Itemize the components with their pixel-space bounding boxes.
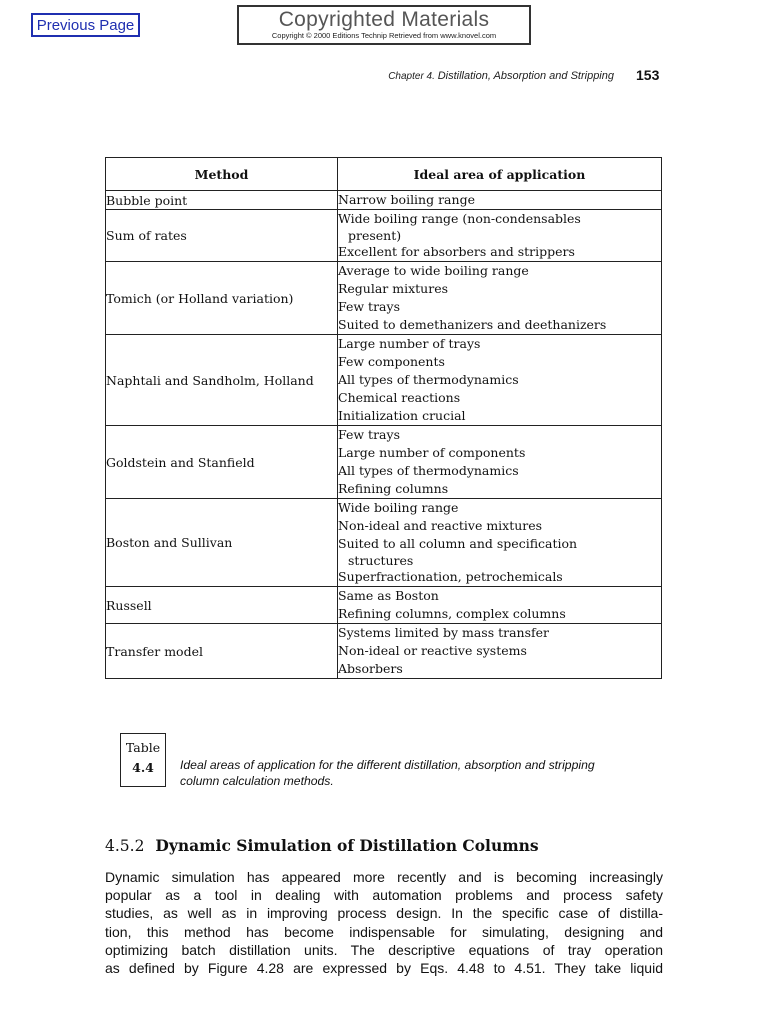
section-number: 4.5.2 bbox=[105, 837, 145, 855]
table-row bbox=[106, 624, 662, 679]
copyright-notice: Copyright © 2000 Editions Technip Retrieved from www.knovel.com bbox=[271, 31, 497, 40]
table-row bbox=[106, 262, 662, 335]
application-line: Superfractionation, petrochemicals bbox=[338, 569, 563, 584]
application-cell bbox=[338, 262, 662, 335]
table-row bbox=[106, 587, 662, 624]
application-line: Excellent for absorbers and strippers bbox=[338, 244, 575, 259]
application-line: Few components bbox=[338, 354, 445, 369]
application-line: Wide boiling range (non-condensables bbox=[338, 211, 581, 226]
application-line: Suited to demethanizers and deethanizers bbox=[338, 317, 607, 332]
application-line: Few trays bbox=[338, 299, 400, 314]
application-cell bbox=[338, 499, 662, 587]
table-row bbox=[106, 499, 662, 587]
method-cell: Bubble point bbox=[106, 191, 338, 210]
application-line: Large number of components bbox=[338, 445, 526, 460]
copyright-title: Copyrighted Materials bbox=[278, 8, 490, 31]
running-head-title: Distillation, Absorption and Stripping bbox=[437, 70, 614, 82]
running-head-chapter: Chapter 4. bbox=[388, 71, 435, 82]
table-row bbox=[106, 191, 662, 210]
application-cell bbox=[338, 624, 662, 679]
column-header-application: Ideal area of application bbox=[338, 158, 662, 191]
column-header-method: Method bbox=[106, 158, 338, 191]
application-line: Refining columns, complex columns bbox=[338, 606, 566, 621]
body-line: popular as a tool in dealing with automation problems and process safety bbox=[105, 887, 663, 904]
table-label: Table bbox=[125, 740, 161, 755]
method-cell: Naphtali and Sandholm, Holland bbox=[106, 335, 338, 426]
body-line: optimizing batch distillation units. The descriptive equations of tray operation bbox=[105, 941, 663, 958]
page-number: 153 bbox=[636, 67, 660, 83]
method-cell: Goldstein and Stanfield bbox=[106, 426, 338, 499]
table-header-row bbox=[106, 158, 662, 191]
application-line: Chemical reactions bbox=[338, 390, 461, 405]
application-line: Average to wide boiling range bbox=[338, 263, 529, 278]
application-line: Few trays bbox=[338, 427, 400, 442]
application-line: Wide boiling range bbox=[338, 500, 459, 515]
application-line: structures bbox=[348, 553, 414, 568]
body-line: studies, as well as in improving process design. In the specific case of distilla- bbox=[105, 905, 663, 922]
method-cell: Russell bbox=[106, 587, 338, 624]
previous-page-button[interactable]: Previous Page bbox=[31, 13, 140, 37]
section-title: Dynamic Simulation of Distillation Columns bbox=[155, 836, 539, 855]
application-cell bbox=[338, 587, 662, 624]
method-cell: Transfer model bbox=[106, 624, 338, 679]
application-line: All types of thermodynamics bbox=[338, 463, 519, 478]
application-line: Absorbers bbox=[338, 661, 403, 676]
application-line: Systems limited by mass transfer bbox=[338, 625, 550, 640]
running-head bbox=[388, 70, 614, 82]
table-row bbox=[106, 210, 662, 262]
caption-line: column calculation methods. bbox=[180, 774, 334, 788]
application-line: Same as Boston bbox=[338, 588, 439, 603]
application-line: Regular mixtures bbox=[338, 281, 449, 296]
application-cell bbox=[338, 191, 662, 210]
method-cell: Tomich (or Holland variation) bbox=[106, 262, 338, 335]
method-cell: Boston and Sullivan bbox=[106, 499, 338, 587]
methods-table bbox=[105, 157, 662, 679]
application-line: Non-ideal and reactive mixtures bbox=[338, 518, 543, 533]
body-line: tion, this method has become indispensable for simulating, designing and bbox=[105, 923, 663, 940]
method-cell: Sum of rates bbox=[106, 210, 338, 262]
caption-line: Ideal areas of application for the different distillation, absorption and stripping bbox=[180, 758, 595, 772]
table-number-box bbox=[120, 733, 166, 787]
application-line: Narrow boiling range bbox=[338, 192, 475, 207]
application-line: Refining columns bbox=[338, 481, 449, 496]
table-caption bbox=[180, 757, 670, 789]
application-cell bbox=[338, 335, 662, 426]
table-row bbox=[106, 335, 662, 426]
section-heading bbox=[105, 836, 539, 855]
application-line: Large number of trays bbox=[338, 336, 481, 351]
body-line: as defined by Figure 4.28 are expressed by Eqs. 4.48 to 4.51. They take liquid bbox=[105, 960, 663, 977]
application-cell bbox=[338, 210, 662, 262]
application-line: present) bbox=[348, 228, 402, 243]
body-paragraph bbox=[105, 868, 663, 977]
application-cell bbox=[338, 426, 662, 499]
application-line: Suited to all column and specification bbox=[338, 536, 578, 551]
body-line: Dynamic simulation has appeared more recently and is becoming increasingly bbox=[105, 869, 663, 885]
copyright-banner bbox=[237, 5, 531, 45]
table-number: 4.4 bbox=[132, 760, 154, 775]
table-row bbox=[106, 426, 662, 499]
application-line: All types of thermodynamics bbox=[338, 372, 519, 387]
application-line: Initialization crucial bbox=[338, 408, 466, 423]
application-line: Non-ideal or reactive systems bbox=[338, 643, 527, 658]
